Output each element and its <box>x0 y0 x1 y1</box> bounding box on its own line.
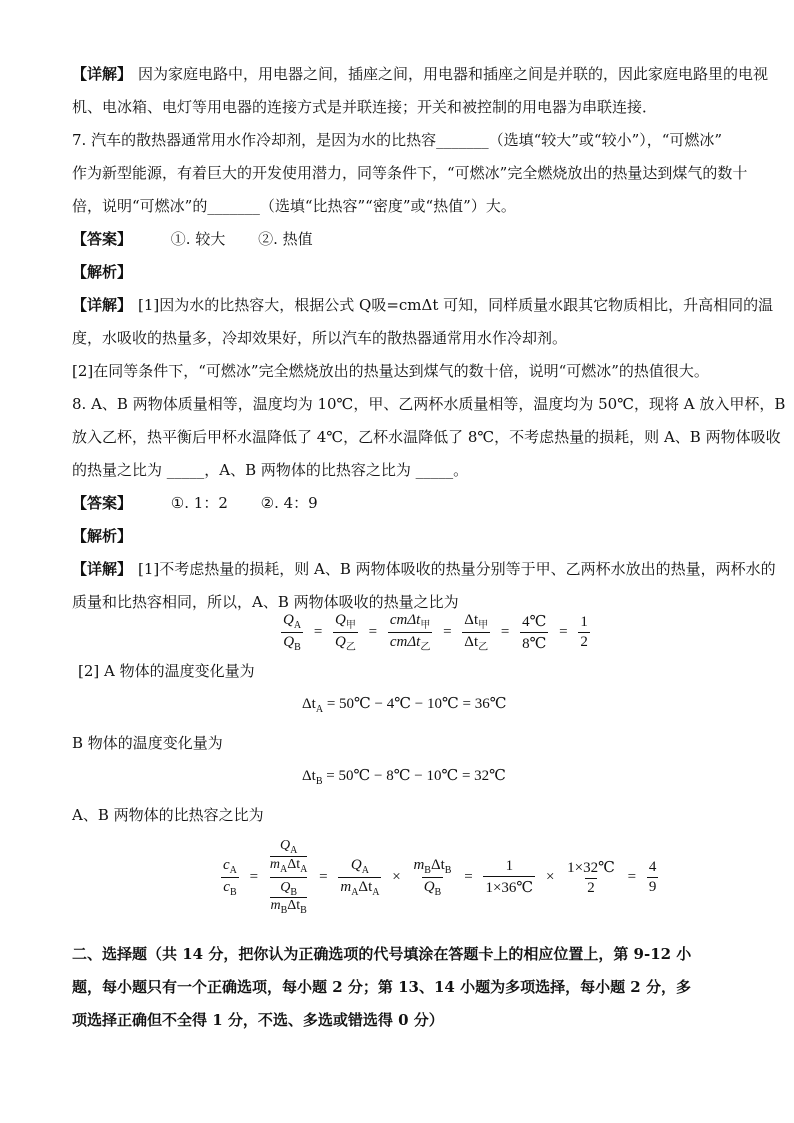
q8-answer <box>72 493 318 513</box>
q7-analysis-tag: 【解析】 <box>72 263 133 281</box>
q7-line3: 倍，说明“可燃冰”的_______（选填“比热容”“密度”或“热值”）大。 <box>72 197 516 215</box>
equation-specific-heat-ratio: $\frac{c_A}{c_B}$ = $Q_A$ $m_A\Delta t_A$ $Q_B$ $m_B\Delta t_B$ = $\frac{Q_A}{m_A\Delta t_A}$ × $\frac{m_B\Delta t_B}{Q_B}$ = $\frac{1}{1\times 36℃}$ × $\frac{1\times 32℃}{2}$ = $\frac{4}{9}$ <box>223 838 657 917</box>
q8-detail-line3: [2] A 物体的温度变化量为 <box>78 662 255 680</box>
q8-detail-line1: 【详解】 [1]不考虑热量的损耗，则 A、B 两物体吸收的热量分别等于甲、乙两杯水放出的热量，两杯水的 <box>72 560 776 578</box>
q8-line2: 放入乙杯，热平衡后甲杯水温降低了 4℃，乙杯水温降低了 8℃，不考虑热量的损耗，则 A、B 两物体吸收 <box>72 428 781 446</box>
q8-analysis-tag: 【解析】 <box>72 527 133 545</box>
q7-line1: 7. 汽车的散热器通常用水作冷却剂，是因为水的比热容_______（选填“较大”或“较小”），“可燃冰” <box>72 131 723 149</box>
section2-heading-line1: 二、选择题（共 14 分，把你认为正确选项的代号填涂在答题卡上的相应位置上，第 9-12 小 <box>72 945 692 963</box>
section2-heading-line3: 项选择正确但不全得 1 分，不选、多选或错选得 0 分） <box>72 1011 444 1029</box>
answer-tag: 【答案】 <box>72 494 133 512</box>
q7-detail-line3: [2]在同等条件下，“可燃冰”完全燃烧放出的热量达到煤气的数十倍，说明“可燃冰”的热值很大。 <box>72 362 709 380</box>
equation-delta-ta: $\Delta t_A$ = 50℃ − 4℃ − 10℃ = 36℃ <box>302 696 507 715</box>
q8-answer-1: ①. 1：2 <box>170 494 228 512</box>
answer-tag: 【答案】 <box>72 230 133 248</box>
q7-answer <box>72 229 313 249</box>
equation-heat-ratio: $\frac{Q_A}{Q_B}$ = $\frac{Q_甲}{Q_乙}$ = $\frac{cm\Delta t_甲}{cm\Delta t_乙}$ = $\frac{\Delta t_甲}{\Delta t_乙}$ = $\frac{4℃}{8℃}$ = $\frac{1}{2}$ <box>283 612 588 653</box>
q7-detail-line1: 【详解】 [1]因为水的比热容大，根据公式 Q吸=cmΔt 可知，同样质量水跟其它物质相比，升高相同的温 <box>72 296 774 314</box>
q6-detail-line2: 机、电冰箱、电灯等用电器的连接方式是并联连接；开关和被控制的用电器为串联连接． <box>72 98 658 116</box>
q8-line1: 8. A、B 两物体质量相等，温度均为 10℃，甲、乙两杯水质量相等，温度均为 50℃，现将 A 放入甲杯，B <box>72 395 786 413</box>
q7-detail-line2: 度，水吸收的热量多，冷却效果好，所以汽车的散热器通常用水作冷却剂。 <box>72 329 568 347</box>
q7-line2: 作为新型能源，有着巨大的开发使用潜力，同等条件下，“可燃冰”完全燃烧放出的热量达到煤气的数十 <box>72 164 748 182</box>
q7-answer-1: ①. 较大 <box>170 230 226 248</box>
q8-detail-line2: 质量和比热容相同，所以，A、B 两物体吸收的热量之比为 <box>72 593 459 611</box>
q8-answer-2: ②. 4：9 <box>260 494 318 512</box>
q8-line3: 的热量之比为 _____，A、B 两物体的比热容之比为 _____。 <box>72 461 469 479</box>
q8-detail-line4: B 物体的温度变化量为 <box>72 734 223 752</box>
equation-delta-tb: $\Delta t_B$ = 50℃ − 8℃ − 10℃ = 32℃ <box>302 768 506 787</box>
q6-detail-line1: 【详解】 因为家庭电路中，用电器之间，插座之间，用电器和插座之间是并联的，因此家庭电路里的电视 <box>72 65 769 83</box>
q7-answer-2: ②. 热值 <box>258 230 313 248</box>
detail-tag: 【详解】 <box>72 65 133 83</box>
section2-heading-line2: 题，每小题只有一个正确选项，每小题 2 分；第 13、14 小题为多项选择，每小题 2 分，多 <box>72 978 691 996</box>
q8-detail-line5: A、B 两物体的比热容之比为 <box>72 806 264 824</box>
